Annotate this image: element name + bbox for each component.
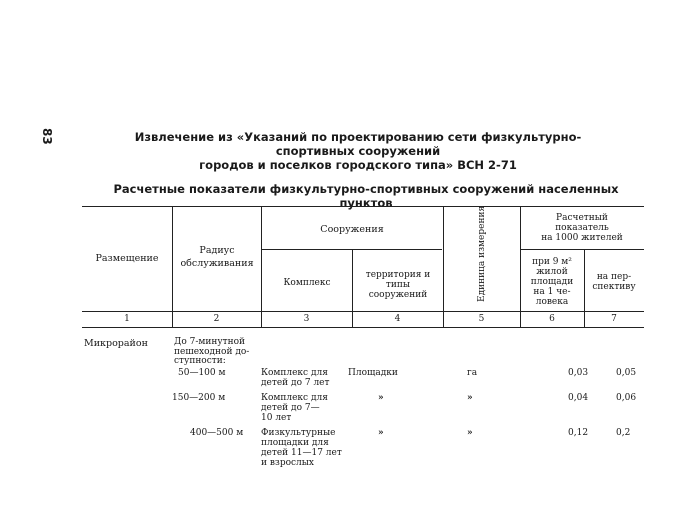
table-title: Расчетные показатели физкультурно-спортивных сооружений населенных пунктов [113,182,619,210]
table-row-1-value-9m2: 0,03 [568,368,589,378]
table-row-3-radius: 400—500 м [190,428,244,438]
table-row-2-value-prospect: 0,06 [616,393,637,403]
header-per-9m2: при 9 м² жилой площади на 1 че- ловека [530,257,574,307]
header-structures: Сооружения [320,224,384,235]
document-title [98,130,618,172]
header-bottom-rule [82,311,644,312]
page-number: 83 [40,128,54,145]
table-row-3-unit: » [467,428,473,438]
table-row-2-radius: 150—200 м [172,393,226,403]
title-line-2: городов и поселков городского типа» ВСН 2-71 [199,158,517,172]
col-number-6: 6 [549,314,555,324]
header-radius: Радиус обслуживания [180,245,254,269]
col-number-3: 3 [303,314,310,324]
table-top-rule [82,206,644,207]
col-number-1: 1 [124,314,130,324]
table-row-1-radius: 50—100 м [178,368,226,378]
header-indicator: Расчетный показатель на 1000 жителей [541,213,623,243]
numbers-bottom-rule [82,327,644,328]
table-row-2-complex: Комплекс для детей до 7— 10 лет [261,393,328,423]
table-row-3-value-9m2: 0,12 [568,428,589,438]
header-territory: территория и типы сооружений [365,270,431,300]
table-row-2-value-9m2: 0,04 [568,393,589,403]
header-complex: Комплекс [283,278,331,288]
col-number-5: 5 [478,314,485,324]
header-placement: Размещение [95,253,159,264]
table-row-3-territory: » [378,428,384,438]
col-divider-5 [520,206,521,327]
col-number-4: 4 [394,314,401,324]
indicator-sub-rule [520,249,644,250]
col-number-7: 7 [611,314,617,324]
header-prospect: на пер- спективу [592,272,636,292]
table-row-1-value-prospect: 0,05 [616,368,637,378]
table-row-2-unit: » [467,393,473,403]
col-divider-4 [443,206,444,327]
col-number-2: 2 [213,314,220,324]
table-row-2-territory: » [378,393,384,403]
table-row-3-value-prospect: 0,2 [616,428,631,438]
col-divider-2 [261,206,262,327]
col-divider-1 [172,206,173,327]
table-row-1-unit: га [467,368,478,378]
table-row-1-complex: Комплекс для детей до 7 лет [261,368,330,388]
table-row-3-complex: Физкультурные площадки для детей 11—17 лет и взрослых [261,428,342,468]
table-row-1-territory: Площадки [348,368,398,378]
radius-note: До 7-минутной пешеходной до- ступности: [174,337,250,366]
header-unit: Единица измерения [477,205,487,302]
title-line-1: Извлечение из «Указаний по проектированию сети физкультурно-спортивных сооружений [134,130,582,158]
placement-microdistrict: Микрорайон [84,338,148,349]
